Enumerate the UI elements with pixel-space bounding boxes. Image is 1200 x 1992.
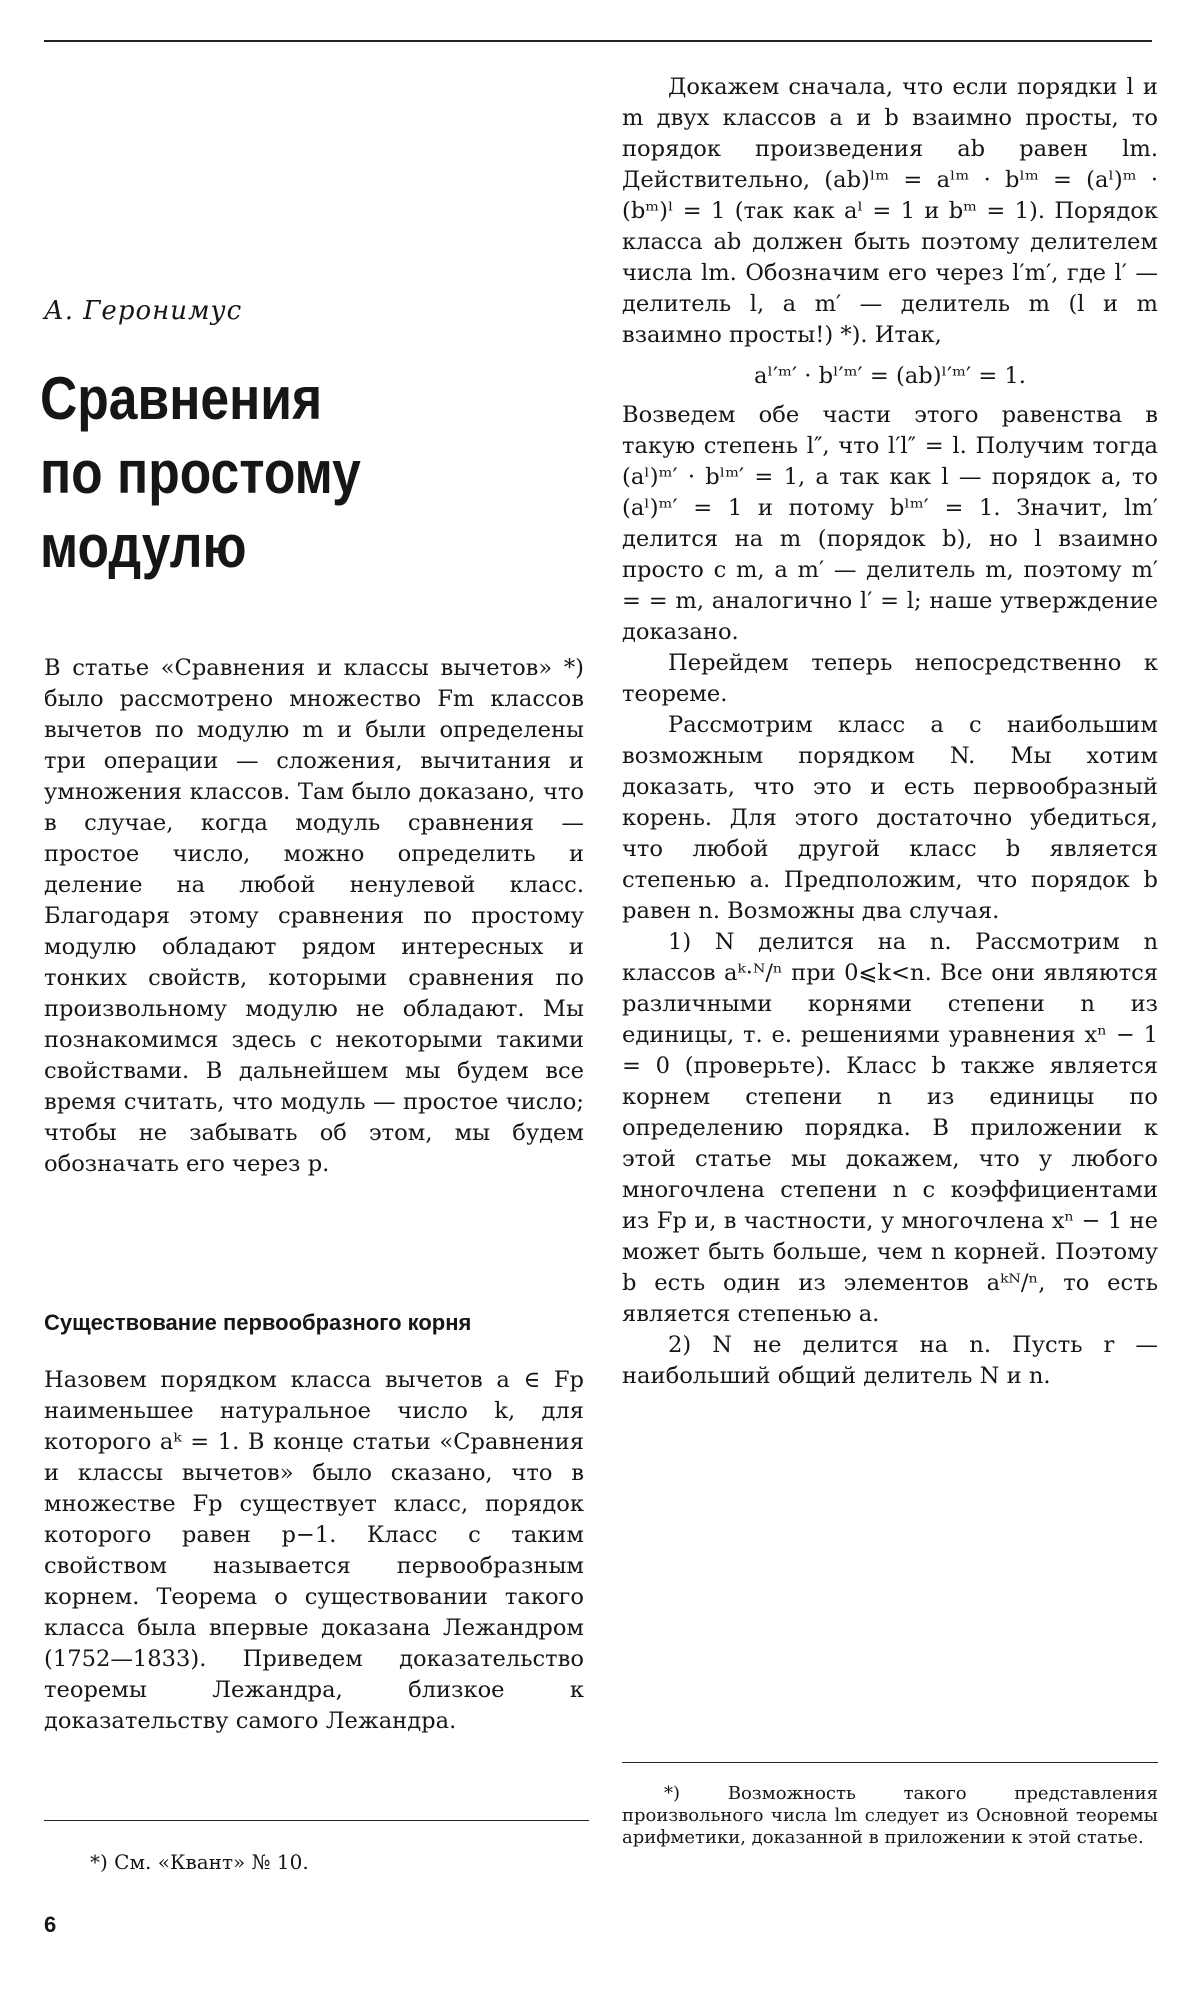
section-heading: Существование первообразного корня [44, 1310, 472, 1335]
page-number: 6 [44, 1912, 57, 1937]
section-text: Назовем порядком класса вычетов a ∈ Fp наименьшее натуральное число k, для которого aᵏ = 1. В конце статьи «Сравнения и классы вычетов» было сказано, что в множестве Fp существует класс, порядок которого равен p−1. Класс с таким свойством называется первообразным корнем. Теорема о существовании такого класса была впервые доказана Лежандром (1752—1833). Приведем доказательство теоремы Лежандра, близкое к доказательству самого Лежандра. [44, 1367, 584, 1734]
right-column [622, 72, 1158, 1392]
intro-text: В статье «Сравнения и классы вычетов» *) было рассмотрено множество Fm классов вычетов по модулю m и были определены три операции — сложения, вычитания и умножения классов. Там было доказано, что в случае, когда модуль сравнения — простое число, можно определить и деление на любой ненулевой класс. Благодаря этому сравнения по простому модулю обладают рядом интересных и тонких свойств, которыми сравнения по произвольному модулю не обладают. Мы познакомимся здесь с некоторыми такими свойствами. В дальнейшем мы будем все время считать, что модуль — простое число; чтобы не забывать об этом, мы будем обозначать его через p. [44, 655, 584, 1177]
footnote-left: *) См. «Квант» № 10. [90, 1850, 309, 1874]
right-paragraph-2: Возведем обе части этого равенства в такую степень l″, что l′l″ = l. Получим тогда (aˡ)ᵐ′ · bˡᵐ′ = 1, а так как l — порядок a, то (aˡ)ᵐ′ = 1 и потому bˡᵐ′ = 1. Значит, lm′ делится на m (порядок b), но l взаимно просто с m, а m′ — делитель m, поэтому m′ = = m, аналогично l′ = l; наше утверждение доказано. [622, 402, 1158, 645]
intro-paragraph [44, 653, 584, 1180]
author-name: А. Геронимус [44, 296, 243, 326]
article-title [40, 362, 487, 584]
right-paragraph-6: 2) N не делится на n. Пусть r — наибольший общий делитель N и n. [622, 1332, 1158, 1389]
right-paragraph-1: Докажем сначала, что если порядки l и m двух классов a и b взаимно просты, то порядок произведения ab равен lm. Действительно, (ab)ˡᵐ = aˡᵐ · bˡᵐ = (aˡ)ᵐ · (bᵐ)ˡ = 1 (так как aˡ = 1 и bᵐ = 1). Порядок класса ab должен быть поэтому делителем числа lm. Обозначим его через l′m′, где l′ — делитель l, а m′ — делитель m (l и m взаимно просты!) *). Итак, [622, 74, 1158, 348]
right-paragraph-5: 1) N делится на n. Рассмотрим n классов aᵏ·ᴺ/ⁿ при 0⩽k<n. Все они являются различными корнями степени n из единицы, т. е. решениями уравнения xⁿ − 1 = 0 (проверьте). Класс b также является корнем степени n из единицы по определению порядка. В приложении к этой статье мы докажем, что у любого многочлена степени n с коэффициентами из Fp и, в частности, у многочлена xⁿ − 1 не может быть больше, чем n корней. Поэтому b есть один из элементов aᵏᴺ/ⁿ, то есть является степенью a. [622, 929, 1158, 1327]
right-paragraph-3: Перейдем теперь непосредственно к теореме. [622, 650, 1158, 707]
title-line-2: по простому [40, 439, 361, 506]
formula-line: aˡ′ᵐ′ · bˡ′ᵐ′ = (ab)ˡ′ᵐ′ = 1. [754, 363, 1026, 389]
right-paragraph-4: Рассмотрим класс a с наибольшим возможным порядком N. Мы хотим доказать, что это и есть первообразный корень. Для этого достаточно убедиться, что любой другой класс b является степенью a. Предположим, что порядок b равен n. Возможны два случая. [622, 712, 1158, 924]
footnote-right: *) Возможность такого представления произвольного числа lm следует из Основной теоремы арифметики, доказанной в приложении к этой статье. [622, 1783, 1158, 1848]
title-line-3: модулю [40, 513, 247, 580]
section-body [44, 1365, 584, 1737]
title-line-1: Сравнения [40, 365, 323, 432]
footnote-rule-left [44, 1820, 589, 1821]
footnote-rule-right [622, 1762, 1158, 1763]
top-rule [44, 40, 1152, 42]
